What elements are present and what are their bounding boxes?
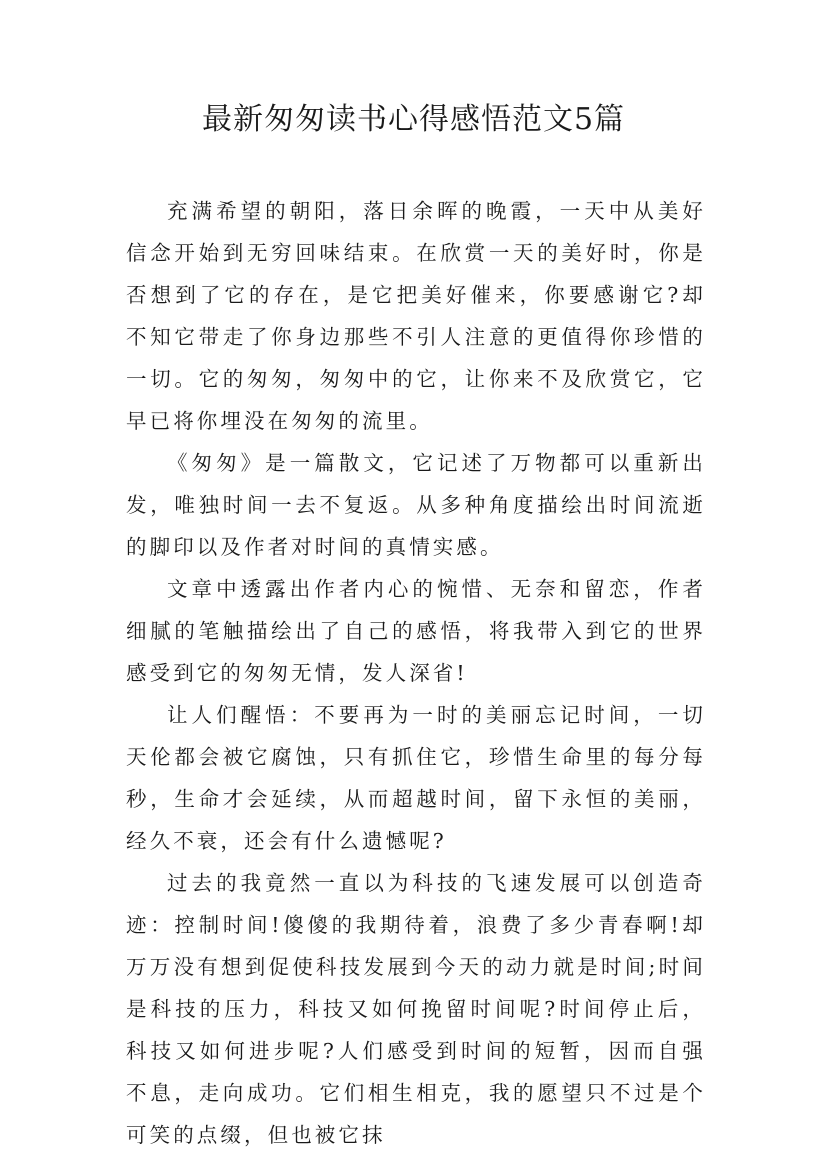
paragraph-5: 过去的我竟然一直以为科技的飞速发展可以创造奇迹：控制时间!傻傻的我期待着，浪费了多少青春啊!却万万没有想到促使科技发展到今天的动力就是时间;时间是科技的压力，科技又如何挽留时间呢?时间停止后，科技又如何进步呢?人们感受到时间的短暂，因而自强不息，走向成功。它们相生相克，我的愿望只不过是个可笑的点缀，但也被它抹 xyxy=(126,871,706,1147)
document-body xyxy=(126,190,706,1156)
document-title: 最新匆匆读书心得感悟范文5篇 xyxy=(201,102,626,137)
paragraph-1: 充满希望的朝阳，落日余晖的晚霞，一天中从美好信念开始到无穷回味结束。在欣赏一天的美好时，你是否想到了它的存在，是它把美好催来，你要感谢它?却不知它带走了你身边那些不引人注意的更值得你珍惜的一切。它的匆匆，匆匆中的它，让你来不及欣赏它，它早已将你埋没在匆匆的流里。 xyxy=(126,199,706,433)
paragraph-3: 文章中透露出作者内心的惋惜、无奈和留恋，作者细腻的笔触描绘出了自己的感悟，将我带入到它的世界感受到它的匆匆无情，发人深省! xyxy=(126,577,706,685)
paragraph-2: 《匆匆》是一篇散文，它记述了万物都可以重新出发，唯独时间一去不复返。从多种角度描绘出时间流逝的脚印以及作者对时间的真情实感。 xyxy=(126,451,706,559)
paragraph-4: 让人们醒悟：不要再为一时的美丽忘记时间，一切天伦都会被它腐蚀，只有抓住它，珍惜生命里的每分每秒，生命才会延续，从而超越时间，留下永恒的美丽，经久不衰，还会有什么遗憾呢? xyxy=(126,703,706,853)
